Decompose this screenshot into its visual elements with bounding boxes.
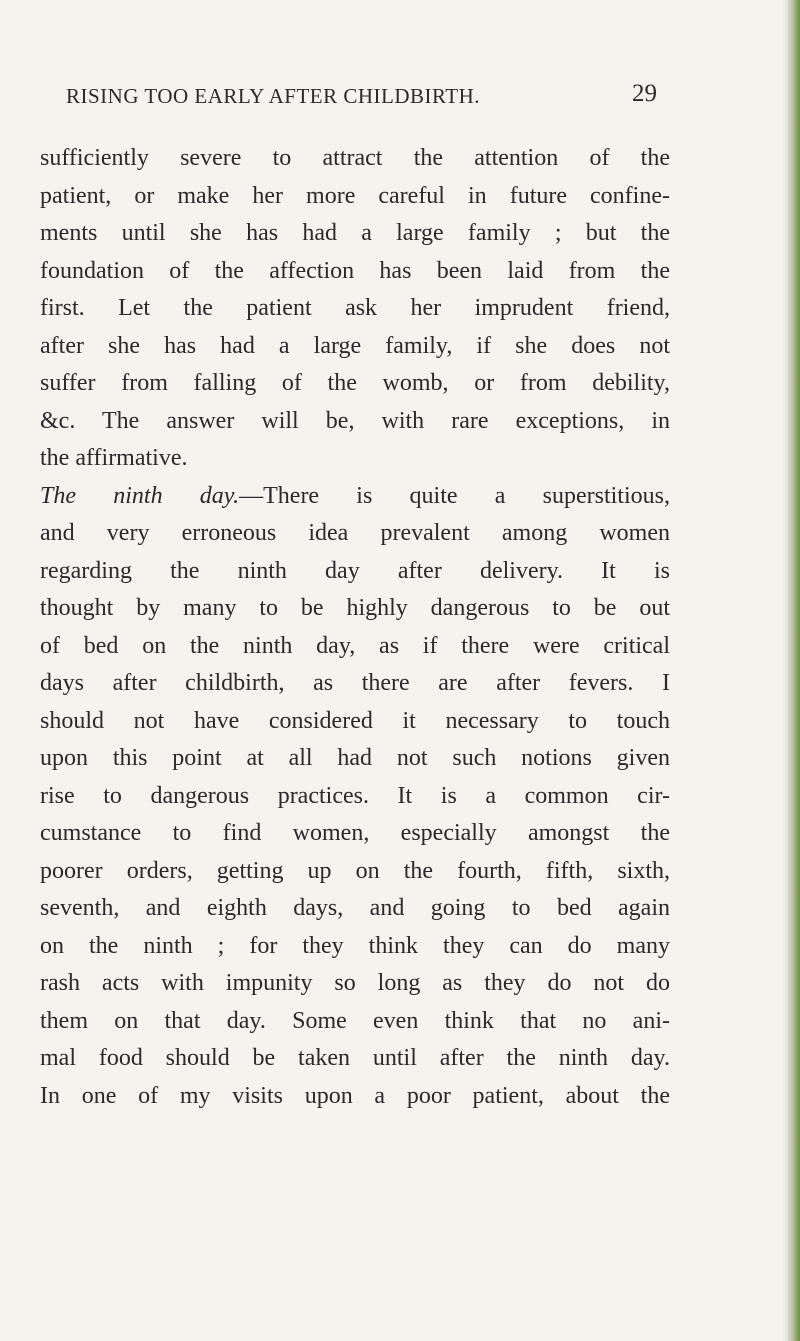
running-header [66,84,666,109]
text-line: and very erroneous idea prevalent among women [40,520,670,546]
text-line: them on that day. Some even think that no ani- [40,1007,670,1034]
section-heading: The ninth day. [40,482,240,509]
text-line: regarding the ninth day after delivery. It is [40,557,670,584]
text-line: patient, or make her more careful in future confine- [40,182,670,209]
text-line: In one of my visits upon a poor patient, about the [40,1082,670,1109]
text-line: poorer orders, getting up on the fourth, fifth, sixth, [40,857,670,884]
text-line: days after childbirth, as there are after fevers. I [40,670,670,696]
text-line: thought by many to be highly dangerous to be out [40,595,670,621]
text-line: sufficiently severe to attract the attention of the [40,145,670,171]
section-first-line-rest: —There is quite a superstitious, [239,482,670,509]
text-line: rash acts with impunity so long as they do not do [40,970,670,996]
text-line: should not have considered it necessary to touch [40,707,670,734]
page-edge-strip [788,0,800,1341]
running-title: RISING TOO EARLY AFTER CHILDBIRTH. [66,84,481,108]
text-line: rise to dangerous practices. It is a common cir- [40,782,670,809]
body-text [40,140,670,1115]
text-line: suffer from falling of the womb, or from debility, [40,370,670,396]
text-line: first. Let the patient ask her imprudent friend, [40,295,670,321]
text-line: mal food should be taken until after the ninth day. [40,1045,670,1071]
section-first-line [40,478,670,516]
text-line: after she has had a large family, if she does not [40,332,670,359]
page-number: 29 [632,80,657,107]
text-line: seventh, and eighth days, and going to bed again [40,895,670,921]
text-line: cumstance to find women, especially amongst the [40,820,670,846]
text-line: ments until she has had a large family ; but the [40,220,670,246]
text-line: &c. The answer will be, with rare exceptions, in [40,407,670,434]
text-line: of bed on the ninth day, as if there were critical [40,632,670,659]
text-line: the affirmative. [40,445,188,471]
text-line: upon this point at all had not such notions given [40,745,670,771]
text-line: foundation of the affection has been laid from the [40,257,670,284]
text-line: on the ninth ; for they think they can do many [40,932,670,959]
